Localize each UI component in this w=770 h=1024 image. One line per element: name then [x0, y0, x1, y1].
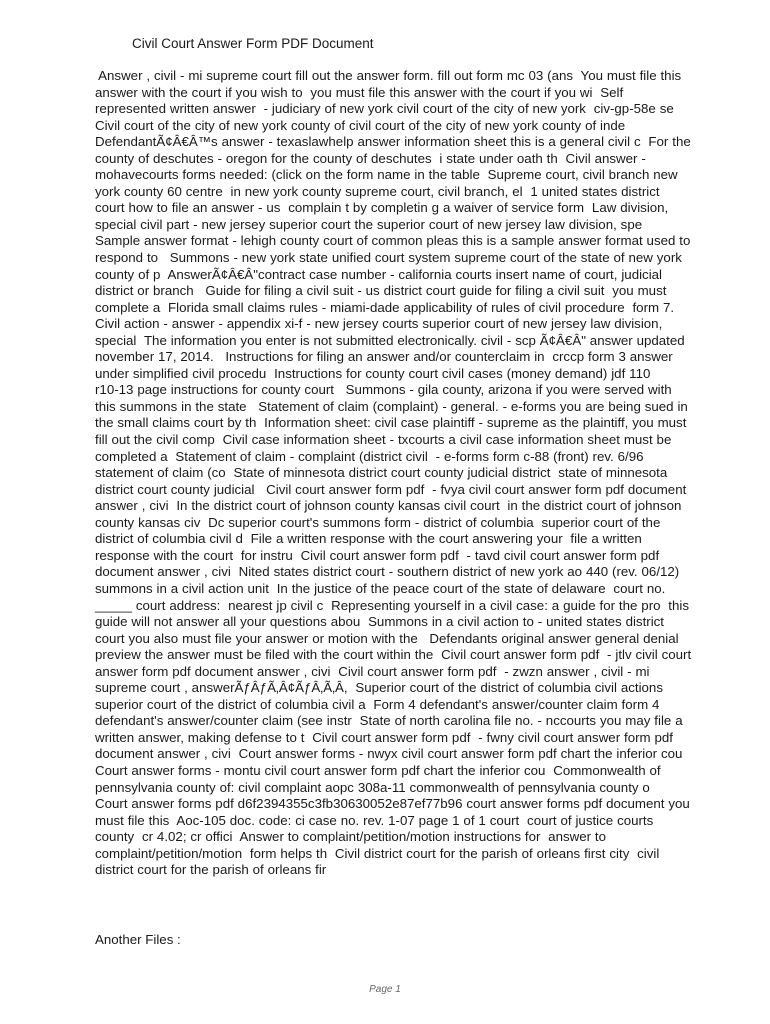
body-text-line: summons in a civil action unit In the justice of the peace court of the state of delaware court no.: [95, 580, 666, 596]
body-text-line: defendant's answer/counter claim (see instr State of north carolina file no. - nccourts you may file a: [95, 713, 683, 729]
body-text-line: pennsylvania county of: civil complaint aopc 308a-11 commonwealth of pennsylvania county o: [95, 779, 650, 795]
body-text-line: guide will not answer all your questions abou Summons in a civil action to - united states district: [95, 614, 664, 630]
body-text-line: november 17, 2014. Instructions for filing an answer and/or counterclaim in crccp form 3 answer: [95, 349, 673, 365]
body-text-line: county cr 4.02; cr offici Answer to complaint/petition/motion instructions for answer to: [95, 829, 607, 845]
body-text-line: the small claims court by th Information sheet: civil case plaintiff - supreme as the plaintiff, you must: [95, 415, 687, 431]
body-text-line: superior court of the district of columbia civil a Form 4 defendant's answer/counter claim form 4: [95, 696, 660, 712]
body-text-line: Court answer forms - montu civil court answer form pdf chart the inferior cou Commonwealth of: [95, 762, 661, 778]
body-text-line: district of columbia civil d File a written response with the court answering your file a written: [95, 531, 642, 547]
body-text-line: this summons in the state Statement of claim (complaint) - general. - e-forms you are being sued in: [95, 398, 688, 414]
another-files-heading: Another Files :: [95, 932, 181, 947]
body-text-line: district court county judicial Civil court answer form pdf - fvya civil court answer form pdf document: [95, 481, 687, 497]
page-number: Page 1: [369, 984, 401, 995]
body-text-line: statement of claim (co State of minnesota district court county judicial district state of minnesota: [95, 465, 668, 481]
body-text-line: _____ court address: nearest jp civil c Representing yourself in a civil case: a guide for the pro this: [95, 597, 690, 613]
body-text-line: represented written answer - judiciary of new york civil court of the city of new york civ-gp-58e se: [95, 101, 674, 117]
body-text-line: preview the answer must be filed with the court within the Civil court answer form pdf - jtlv civil court: [95, 647, 692, 663]
body-text-line: completed a Statement of claim - complaint (district civil - e-forms form c-88 (front) rev. 6/96: [95, 448, 644, 464]
body-text-line: court how to file an answer - us complain t by completin g a waiver of service form Law division,: [95, 200, 669, 216]
body-text-line: Sample answer format - lehigh county court of common pleas this is a sample answer format used to: [95, 233, 691, 249]
body-text-line: document answer , civi Court answer forms - nwyx civil court answer form pdf chart the inferior cou: [95, 746, 683, 762]
body-text-line: district court for the parish of orleans fir: [95, 862, 327, 878]
body-text-line: Court answer forms pdf d6f2394355c3fb30630052e87ef77b96 court answer forms pdf document you: [95, 796, 690, 812]
body-text-line: DefendantÃ¢Â€Â™s answer - texaslawhelp answer information sheet this is a general civil c For the: [95, 134, 691, 150]
body-text-line: complaint/petition/motion form helps th Civil district court for the parish of orleans first city civil: [95, 845, 660, 861]
body-text-line: answer , civi In the district court of johnson county kansas civil court in the district court of johnson: [95, 498, 682, 514]
body-text-line: supreme court , answerÃƒÂƒÃ‚Â¢ÃƒÂ‚Ã‚Â, Superior court of the district of columbia civil actions: [95, 680, 663, 696]
body-text-line: complete a Florida small claims rules - miami-dade applicability of rules of civil procedure form 7.: [95, 299, 675, 315]
body-text-line: must file this Aoc-105 doc. code: ci case no. rev. 1-07 page 1 of 1 court court of justice courts: [95, 812, 654, 828]
body-text-line: Civil action - answer - appendix xi-f - new jersey courts superior court of new jersey law division,: [95, 316, 663, 332]
body-text-line: written answer, making defense to t Civil court answer form pdf - fwny civil court answer form pdf: [95, 729, 673, 745]
body-text-line: response with the court for instru Civil court answer form pdf - tavd civil court answer form pdf: [95, 547, 660, 563]
body-text-line: Answer , civil - mi supreme court fill out the answer form. fill out form mc 03 (ans You must file this: [95, 68, 682, 83]
body-text-line: respond to Summons - new york state unified court system supreme court of the state of new york: [95, 250, 682, 266]
body-text-line: document answer , civi Nited states district court - southern district of new york ao 440 (rev. 06/12): [95, 564, 680, 580]
body-text-line: county kansas civ Dc superior court's summons form - district of columbia superior court of the: [95, 514, 661, 530]
body-text-line: fill out the civil comp Civil case information sheet - txcourts a civil case information sheet must be: [95, 432, 672, 448]
body-text-line: r10-13 page instructions for county court Summons - gila county, arizona if you were served with: [95, 382, 672, 398]
body-text-line: under simplified civil procedu Instructions for county court civil cases (money demand) jdf 110: [95, 365, 651, 381]
document-title: Civil Court Answer Form PDF Document: [132, 36, 374, 51]
body-text-line: Civil court of the city of new york county of civil court of the city of new york county of inde: [95, 117, 626, 133]
body-text-line: answer form pdf document answer , civi Civil court answer form pdf - zwzn answer , civil - mi: [95, 663, 650, 679]
body-text-line: answer with the court if you wish to you must file this answer with the court if you wi Self: [95, 84, 624, 100]
body-text-line: county of deschutes - oregon for the county of deschutes i state under oath th Civil answer -: [95, 150, 646, 166]
body-text-line: county of p AnswerÃ¢Â€Â"contract case number - california courts insert name of court, judicial: [95, 266, 662, 282]
body-text-line: york county 60 centre in new york county supreme court, civil branch, el 1 united states district: [95, 183, 660, 199]
body-text-line: district or branch Guide for filing a civil suit - us district court guide for filing a civil suit you must: [95, 283, 667, 299]
body-text-line: special The information you enter is not submitted electronically. civil - scp Ã¢Â€Â" answer updated: [95, 332, 685, 348]
body-text-line: court you also must file your answer or motion with the Defendants original answer general denial: [95, 630, 679, 646]
body-text-line: special civil part - new jersey superior court the superior court of new jersey law division, spe: [95, 216, 643, 232]
document-body-text: [95, 68, 745, 879]
body-text-line: mohavecourts forms needed: (click on the form name in the table Supreme court, civil branch new: [95, 167, 678, 183]
